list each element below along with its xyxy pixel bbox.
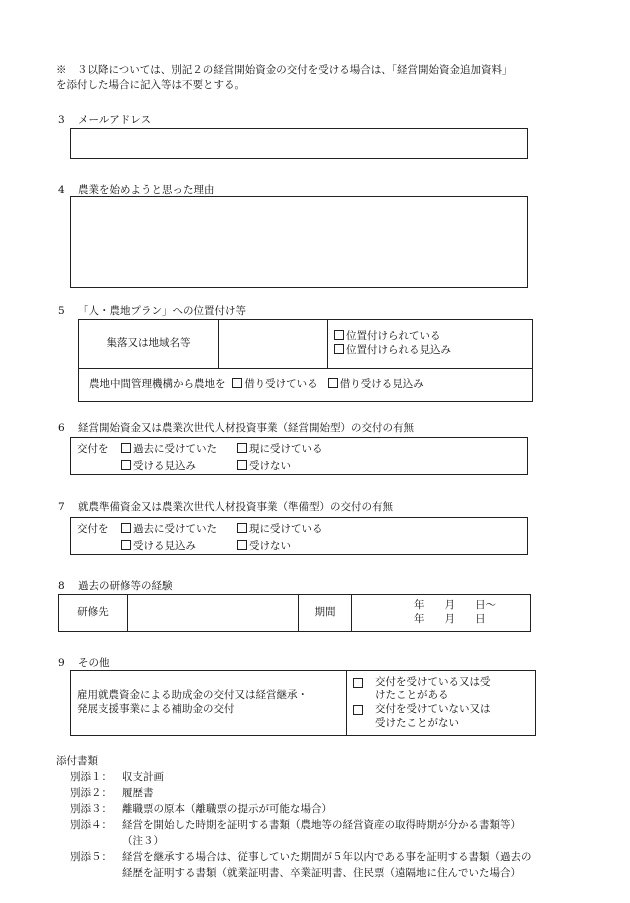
area-value-cell[interactable] (219, 320, 328, 369)
checkbox-icon[interactable] (232, 378, 242, 388)
other-desc-cell: 雇用就農資金による助成金の交付又は経営継承・ 発展支援事業による補助金の交付 (71, 671, 347, 736)
training-table (58, 594, 531, 632)
section-9-title: その他 (78, 657, 110, 669)
attachment-item: 別添３： 離職票の原本（離職票の提示が可能な場合） (70, 803, 332, 815)
section-4-heading: 4 農業を始めようと思った理由 (58, 184, 215, 196)
option-positioning-expected[interactable]: 位置付けられる見込み (334, 344, 526, 358)
checkbox-icon[interactable] (237, 540, 247, 550)
training-label-cell: 研修先 (59, 595, 128, 632)
section-7-heading: 7 就農準備資金又は農業次世代人材投資事業（準備型）の交付の有無 (58, 501, 393, 513)
s7-option-none[interactable]: 受けない (237, 540, 357, 554)
attachment-item-cont: 経歴を証明する書類（就業証明書、卒業証明書、住民票（遠隔地に住んでいた場合） (122, 867, 521, 879)
s7-option-expected[interactable]: 受ける見込み (121, 540, 237, 554)
note-line-1: ※ ３以降については、別記２の経営開始資金の交付を受ける場合は、「経営開始資金追加資料」 (56, 64, 513, 76)
section-6-heading: 6 経営開始資金又は農業次世代人材投資事業（経営開始型）の交付の有無 (58, 422, 414, 434)
section-9-heading: 9 その他 (58, 657, 110, 669)
checkbox-icon[interactable] (121, 460, 131, 470)
s7-option-past[interactable]: 過去に受けていた (121, 523, 237, 537)
checkbox-icon[interactable] (237, 443, 247, 453)
option-borrowing[interactable]: 借り受けている (232, 378, 318, 390)
checkbox-icon[interactable] (121, 540, 131, 550)
checkbox-icon[interactable] (328, 378, 338, 388)
attachment-item: 別添４： 経営を開始した時期を証明する書類（農地等の経営資産の取得時期が分かる書類等） (70, 819, 521, 831)
checkbox-icon[interactable] (237, 523, 247, 533)
section-8-heading: 8 過去の研修等の経験 (58, 580, 173, 592)
attachment-item: 別添１： 収支計画 (70, 771, 164, 783)
section-4-title: 農業を始めようと思った理由 (78, 184, 215, 196)
positioning-options-cell (328, 320, 533, 369)
section-5-title: 「人・農地プラン」への位置付け等 (78, 305, 246, 317)
s7-option-current[interactable]: 現に受けている (237, 523, 357, 537)
farmland-row: 農地中間管理機構から農地を 借り受けている 借り受ける見込み (79, 369, 533, 402)
attachment-item-cont: （注３） (122, 835, 164, 847)
s6-option-past[interactable]: 過去に受けていた (121, 443, 237, 457)
section-7-title: 就農準備資金又は農業次世代人材投資事業（準備型）の交付の有無 (78, 501, 393, 513)
reason-textarea[interactable] (70, 196, 528, 288)
checkbox-icon[interactable] (334, 330, 344, 340)
option-positioned[interactable]: 位置付けられている (334, 330, 526, 344)
attachment-item: 別添５： 経営を継承する場合は、従事していた期間が５年以内である事を証明する書類（過去の (70, 851, 532, 863)
farmland-plan-table (78, 319, 533, 402)
checkbox-icon[interactable] (353, 705, 363, 715)
attachment-item: 別添２： 履歴書 (70, 787, 154, 799)
option-not-received[interactable]: 交付を受けていない又は 受けたことがない (353, 703, 529, 730)
s6-option-current[interactable]: 現に受けている (237, 443, 357, 457)
option-borrow-expected[interactable]: 借り受ける見込み (328, 378, 424, 390)
area-label-cell: 集落又は地域名等 (79, 320, 219, 369)
checkbox-icon[interactable] (237, 460, 247, 470)
instruction-note (56, 64, 576, 93)
checkbox-icon[interactable] (121, 443, 131, 453)
s6-option-none[interactable]: 受けない (237, 460, 357, 474)
section-3-title: メールアドレス (78, 114, 151, 126)
section-6-box: 交付を 過去に受けていた 現に受けている 受ける見込み 受けない (70, 437, 528, 475)
option-received[interactable]: 交付を受けている又は受 けたことがある (353, 676, 529, 703)
period-label-cell: 期間 (299, 595, 352, 632)
section-5-heading: 5 「人・農地プラン」への位置付け等 (58, 305, 246, 317)
email-field[interactable] (70, 128, 528, 159)
section-7-box: 交付を 過去に受けていた 現に受けている 受ける見込み 受けない (70, 517, 528, 555)
period-value-cell[interactable]: 年 月 日～ 年 月 日 (352, 595, 531, 632)
section-8-title: 過去の研修等の経験 (78, 580, 173, 592)
checkbox-icon[interactable] (334, 344, 344, 354)
section-6-title: 経営開始資金又は農業次世代人材投資事業（経営開始型）の交付の有無 (78, 422, 414, 434)
section-3-heading: 3 メールアドレス (58, 114, 151, 126)
checkbox-icon[interactable] (353, 678, 363, 688)
s6-option-expected[interactable]: 受ける見込み (121, 460, 237, 474)
other-table (70, 670, 536, 736)
other-options-cell (347, 671, 536, 736)
attachments-title: 添付書類 (56, 755, 98, 767)
note-line-2: を添付した場合に記入等は不要とする。 (56, 78, 245, 91)
training-value-cell[interactable] (128, 595, 299, 632)
checkbox-icon[interactable] (121, 523, 131, 533)
